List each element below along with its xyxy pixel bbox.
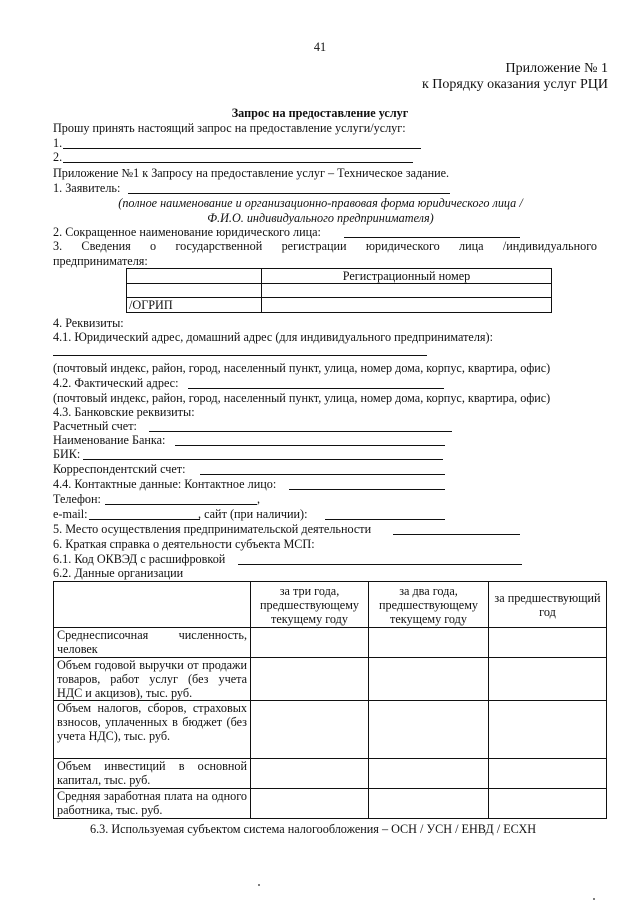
address-hint-2: (почтовый индекс, район, город, населенный пункт, улица, номер дома, корпус, квартира, офис) [53, 391, 551, 405]
applicant-field[interactable] [128, 193, 450, 194]
actual-address-field[interactable] [188, 388, 444, 389]
tax-system-text: 6.3. Используемая субъектом система налогообложения – ОСН / УСН / ЕНВД / ЕСХН [90, 822, 537, 836]
tech-task-text: Приложение №1 к Запросу на предоставление услуг – Техническое задание. [53, 166, 450, 180]
table-cell[interactable] [251, 701, 369, 759]
table-cell[interactable] [369, 759, 489, 789]
table-cell[interactable] [369, 789, 489, 819]
table-cell[interactable] [251, 789, 369, 819]
reg-table-cell-empty[interactable] [127, 269, 262, 284]
registration-text-line-2: предпринимателя: [53, 254, 148, 268]
legal-address-field[interactable] [53, 355, 427, 356]
scan-speck [593, 898, 595, 900]
table-cell[interactable] [251, 658, 369, 701]
email-field[interactable] [89, 519, 200, 520]
appendix-line-1: Приложение № 1 [505, 61, 608, 76]
corr-account-field[interactable] [200, 474, 445, 475]
table-corner-cell [54, 582, 251, 628]
service-item-1-label: 1. [53, 136, 63, 150]
details-label: 4. Реквизиты: [53, 316, 124, 330]
applicant-label: 1. Заявитель: [53, 181, 121, 195]
phone-label: Телефон: [53, 492, 101, 506]
row-label-headcount: Среднесписочная численность, человек [54, 628, 251, 658]
col-header-two-years: за два года, предшествующему текущему году [369, 582, 489, 628]
col-header-three-years: за три года, предшествующему текущему году [251, 582, 369, 628]
okved-field[interactable] [238, 564, 522, 565]
table-cell[interactable] [489, 789, 607, 819]
bank-name-field[interactable] [175, 445, 445, 446]
row-label-investments: Объем инвестиций в основной капитал, тыс. руб. [54, 759, 251, 789]
service-item-2-field[interactable] [63, 162, 413, 163]
activity-place-field[interactable] [393, 534, 520, 535]
registration-text-line-1: 3. Сведения о государственной регистрации юридического лица /индивидуального [53, 239, 597, 253]
short-name-label: 2. Сокращенное наименование юридического лица: [53, 225, 321, 239]
page-number: 41 [313, 40, 327, 54]
table-cell[interactable] [251, 628, 369, 658]
legal-address-label: 4.1. Юридический адрес, домашний адрес (для индивидуального предпринимателя): [53, 330, 493, 344]
organization-data-table [53, 581, 607, 819]
applicant-hint-1: (полное наименование и организационно-правовая форма юридического лица / [118, 196, 523, 210]
site-field[interactable] [325, 519, 445, 520]
email-label: e-mail: [53, 507, 88, 521]
document-title: Запрос на предоставление услуг [231, 106, 409, 120]
table-cell[interactable] [489, 658, 607, 701]
row-label-revenue: Объем годовой выручки от продажи товаров, работ услуг (без учета НДС и акцизов), тыс. руб. [54, 658, 251, 701]
ogrip-number-cell[interactable] [262, 298, 552, 313]
site-label: , сайт (при наличии): [198, 507, 308, 521]
table-cell[interactable] [489, 628, 607, 658]
table-cell[interactable] [489, 701, 607, 759]
org-data-label: 6.2. Данные организации [53, 566, 184, 580]
table-cell[interactable] [369, 701, 489, 759]
table-cell[interactable] [369, 628, 489, 658]
summary-label: 6. Краткая справка о деятельности субъекта МСП: [53, 537, 315, 551]
table-cell[interactable] [489, 759, 607, 789]
reg-number-cell[interactable] [262, 284, 552, 298]
phone-comma: , [257, 492, 261, 506]
corr-account-label: Корреспондентский счет: [53, 462, 186, 476]
actual-address-label: 4.2. Фактический адрес: [53, 376, 179, 390]
bank-details-label: 4.3. Банковские реквизиты: [53, 405, 195, 419]
ogrip-label: /ОГРИП [127, 298, 262, 313]
table-cell[interactable] [251, 759, 369, 789]
phone-field[interactable] [105, 504, 257, 505]
activity-place-label: 5. Место осуществления предпринимательской деятельности [53, 522, 372, 536]
row-label-taxes: Объем налогов, сборов, страховых взносов, уплаченных в бюджет (без учета НДС), тыс. руб. [54, 701, 251, 759]
address-hint-1: (почтовый индекс, район, город, населенный пункт, улица, номер дома, корпус, квартира, офис) [53, 361, 551, 375]
reg-table-header: Регистрационный номер [262, 269, 552, 284]
account-label: Расчетный счет: [53, 419, 137, 433]
registration-table [126, 268, 552, 313]
account-field[interactable] [149, 431, 452, 432]
contacts-label: 4.4. Контактные данные: Контактное лицо: [53, 477, 277, 491]
bank-name-label: Наименование Банка: [53, 433, 166, 447]
scan-speck [258, 884, 260, 886]
short-name-field[interactable] [344, 237, 520, 238]
applicant-hint-2: Ф.И.О. индивидуального предпринимателя) [207, 211, 434, 225]
col-header-prev-year: за предшествующий год [489, 582, 607, 628]
intro-text: Прошу принять настоящий запрос на предоставление услуги/услуг: [53, 121, 406, 135]
service-item-2-label: 2. [53, 150, 63, 164]
contact-person-field[interactable] [289, 489, 445, 490]
reg-table-cell-empty[interactable] [127, 284, 262, 298]
bik-label: БИК: [53, 447, 81, 461]
table-cell[interactable] [369, 658, 489, 701]
bik-field[interactable] [83, 459, 443, 460]
service-item-1-field[interactable] [63, 148, 421, 149]
row-label-salary: Средняя заработная плата на одного работника, тыс. руб. [54, 789, 251, 819]
okved-label: 6.1. Код ОКВЭД с расшифровкой [53, 552, 226, 566]
appendix-line-2: к Порядку оказания услуг РЦИ [422, 77, 608, 92]
